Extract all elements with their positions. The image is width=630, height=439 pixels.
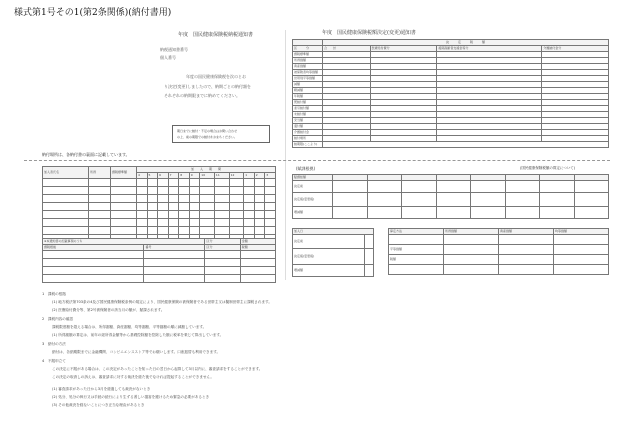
notice-body-line-2: り決定(変更)しましたので、納期ごとの納付額を [164, 84, 252, 89]
note-line: 課税限度額を超える場合は、所得割額、資産割額、均等割額、平等割額の順に減額しています。 [52, 325, 207, 329]
notice-body-line-3: それぞれの納期限までに納めてください。 [164, 93, 240, 98]
summary-amount: 金額 [240, 239, 275, 245]
row-label: 資産割額 [293, 64, 323, 70]
calc-method: 算定方法 [389, 229, 444, 235]
month-cell: 1 [244, 173, 255, 179]
enrollment-before: 決定前 [293, 235, 365, 249]
calc-equal: 均等割額 [554, 229, 609, 235]
basis-corner: 賦課総額 [293, 175, 333, 181]
month-cell: 8 [179, 173, 190, 179]
personal-number-label: 個人番号 [160, 55, 176, 60]
row-label: 介護納付金 [293, 130, 323, 136]
row-label: 被保険者均等割額 [293, 70, 323, 76]
month-cell: 10 [200, 173, 215, 179]
calculation-table [388, 228, 609, 275]
row-label: 減額 [293, 82, 323, 88]
assessment-col-head: 決 定 税 額 [323, 40, 609, 46]
assessment-table [292, 39, 609, 148]
month-cell: 2 [254, 173, 265, 179]
basis-row-after: 決定後(変更後) [293, 193, 333, 207]
row-label: 既納付額 [293, 100, 323, 106]
note-line: 納付は、各納期限までに金融機関、コンビニエンスストア等でお願いします。口座振替も利用できます。 [52, 350, 221, 354]
enrollment-label: 加入日 [293, 229, 374, 235]
note-line: (2) 医療給付費分等、第2号被保険者の該当月の額が、賦課されます。 [52, 308, 165, 312]
row-label: 課税標準額 [293, 52, 323, 58]
month-cell: 9 [189, 173, 200, 179]
assessment-title: 年度 国民健康保険税額決定(変更)通知書 [322, 30, 416, 36]
summary-kubun: 区分 [205, 239, 240, 245]
note-line: 3 納付の方法 [42, 342, 66, 346]
note-line: 2 課税内容の確認 [42, 317, 74, 321]
summary-note-head: ※本通知書の記載事項のうち [43, 239, 205, 245]
note-line: 4 不服申立て [42, 359, 66, 363]
basis-kubun: 区分 [205, 245, 240, 251]
row-label: 軽減額 [293, 88, 323, 94]
payment-place-label: 納付場所は、各納付書の裏面に記載しています。 [42, 152, 130, 157]
head-name: 加入者氏名 [43, 167, 89, 179]
notice-title: 年度 国民健康保険税納税通知書 [178, 32, 254, 38]
document-header: 様式第1号その1(第2条関係)(納付書用) [14, 8, 172, 18]
enrollment-after: 決定後(変更後) [293, 249, 365, 265]
row-label: 納付場所 [293, 136, 323, 142]
calc-asset: 資産割額 [499, 229, 554, 235]
month-cell: 11 [214, 173, 229, 179]
info-box-line-2: の上、前の期限での納付をおまちください。 [177, 135, 238, 139]
head-base: 課税標準額 [111, 167, 137, 179]
month-cell: 5 [147, 173, 158, 179]
sub-head-support: 後期高齢者支援金等分 [437, 46, 542, 52]
basis-head: 課税根拠 [43, 245, 144, 251]
head-period: 加 入 期 間 [137, 167, 276, 173]
note-line: (3) その他裁決を経ないことにつき正当な理由があるとき [52, 403, 145, 407]
note-line: (1) 所得割額の算定は、前年の総所得金額等から基礎控除額を控除した額に税率を乗じて算出しています。 [52, 333, 224, 337]
sub-head-medical: 医療給付費分 [370, 46, 437, 52]
info-box-line-1: 期日までに納付・不足の場合はお問い合わせ [177, 129, 238, 133]
basis-subtitle: (国民健康保険税額の算定について) [520, 166, 576, 170]
sub-head-kubun: 区 分 [293, 46, 323, 52]
row-label: 差引納付額 [293, 106, 323, 112]
center-divider [285, 30, 286, 280]
basis-tax: 税額 [240, 245, 275, 251]
calc-tax: 税額 [389, 255, 444, 265]
month-cell: 12 [229, 173, 244, 179]
month-cell: 6 [158, 173, 169, 179]
month-cell: 7 [168, 173, 179, 179]
basis-title: (賦課根拠) [296, 166, 316, 171]
basis-row-before: 決定前 [293, 181, 333, 193]
row-label: 充当額 [293, 118, 323, 124]
row-label: 年税額 [293, 94, 323, 100]
members-summary-table [42, 238, 276, 283]
head-income: 所得 [89, 167, 111, 179]
note-line: (1) 地方税法第703条の4及び国民健康保険税条例の規定により、国民健康保険の被保険者である世帯主又は擬制世帯主に課税されます。 [52, 300, 272, 304]
sub-head-total: 合 計 [323, 46, 371, 52]
note-line: (2) 処分、処分の執行又は手続の続行により生ずる著しい損害を避けるため緊急の必要があるとき [52, 395, 210, 399]
row-label: 還付額 [293, 124, 323, 130]
row-label: 世帯別平等割額 [293, 76, 323, 82]
basis-number: 番号 [144, 245, 205, 251]
month-cell: 4 [137, 173, 148, 179]
basis-table [292, 174, 609, 219]
row-label: 未納付額 [293, 112, 323, 118]
calc-income: 所得割額 [444, 229, 499, 235]
month-cell: 3 [265, 173, 276, 179]
notice-number-label: 納税通知書番号 [160, 47, 188, 52]
notice-body-line-1: 年度の国民健康保険税を次のとお [186, 74, 246, 79]
row-label: 所得割額 [293, 58, 323, 64]
period-label: 納期限(ここより) [293, 142, 323, 148]
notice-info-box [172, 125, 270, 143]
enrollment-table [292, 228, 374, 277]
cut-line [24, 160, 610, 161]
note-line: (1) 審査請求があった日から3月を経過しても裁決がないとき [52, 387, 151, 391]
note-line: この決定に不服がある場合は、この決定があったことを知った日の翌日から起算して3月以内に、審査請求をすることができます。 [52, 367, 263, 371]
members-table [42, 166, 276, 243]
calc-flat: 平等割額 [389, 245, 444, 255]
note-line: この決定の取消しの訴えは、審査請求に対する裁決を経た後でなければ提起することができません。 [52, 375, 214, 379]
basis-row-diff: 増減額 [293, 207, 333, 219]
enrollment-diff: 増減額 [293, 265, 365, 277]
note-line: 1 課税の根拠 [42, 292, 66, 296]
sub-head-care: 介護納付金分 [542, 46, 609, 52]
